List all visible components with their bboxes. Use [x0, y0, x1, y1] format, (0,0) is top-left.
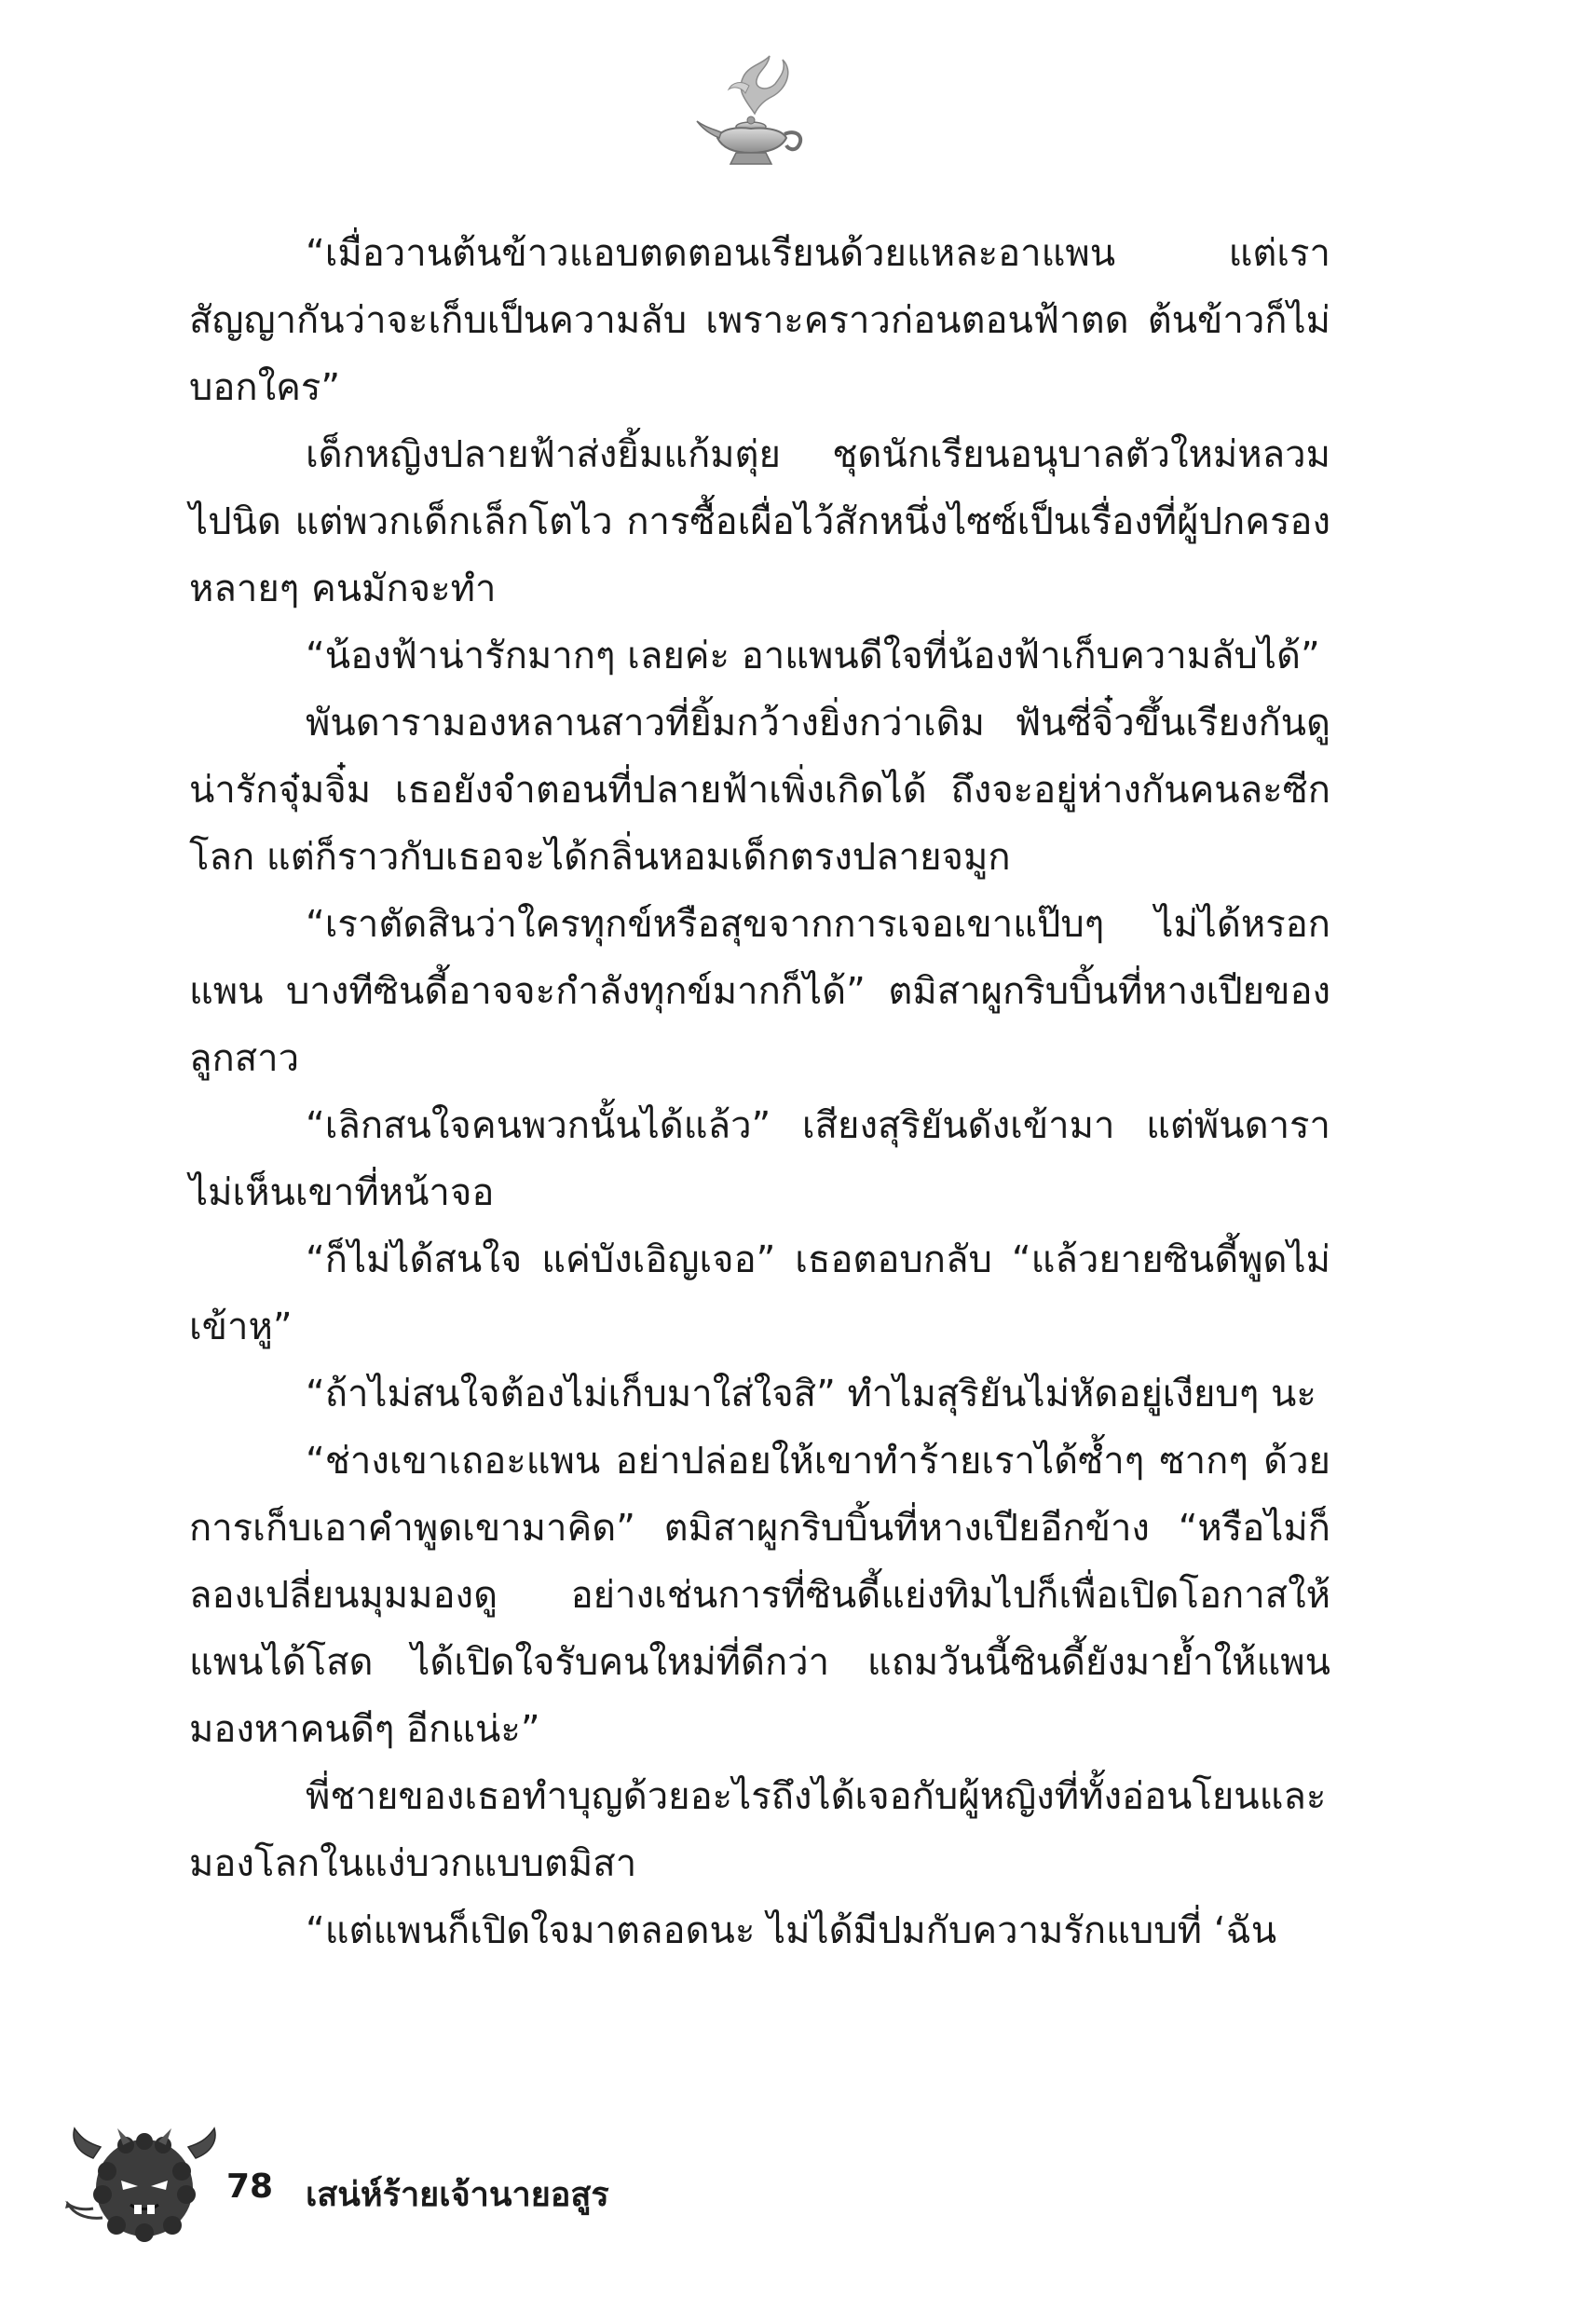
paragraph: พี่ชายของเธอทำบุญด้วยอะไรถึงได้เจอกับผู้หญิงที่ทั้งอ่อนโยนและมองโลกในแง่บวกแบบตมิสา — [189, 1775, 1327, 1885]
paragraph: “แต่แพนก็เปิดใจมาตลอดนะ ไม่ได้มีปมกับความรักแบบที่ ‘ฉัน — [306, 1909, 1277, 1952]
genie-lamp-icon — [689, 48, 820, 179]
paragraph: “น้องฟ้าน่ารักมากๆ เลยค่ะ อาแพนดีใจที่น้องฟ้าเก็บความลับได้” — [306, 635, 1320, 677]
paragraph: เด็กหญิงปลายฟ้าส่งยิ้มแก้มตุ่ย ชุดนักเรียนอนุบาลตัวใหม่หลวมไปนิด แต่พวกเด็กเล็กโตไว การซื้อเผื่อไว้สักหนึ่งไซซ์เป็นเรื่องที่ผู้ปกครองหลายๆ คนมักจะทำ — [189, 433, 1330, 610]
paragraph: “ช่างเขาเถอะแพน อย่าปล่อยให้เขาทำร้ายเราได้ซ้ำๆ ซากๆ ด้วยการเก็บเอาคำพูดเขามาคิด” ตมิสาผูกริบบิ้นที่หางเปียอีกข้าง “หรือไม่ก็ลองเปลี่ยนมุมมองดู อย่างเช่นการที่ซินดี้แย่งทิมไปก็เพื่อเปิดโอกาสให้แพนได้โสด ได้เปิดใจรับคนใหม่ที่ดีกว่า แถมวันนี้ซินดี้ยังมาย้ำให้แพนมองหาคนดีๆ อีกแน่ะ” — [189, 1440, 1330, 1751]
paragraph: “เราตัดสินว่าใครทุกข์หรือสุขจากการเจอเขาแป๊บๆ ไม่ได้หรอกแพน บางทีซินดี้อาจจะกำลังทุกข์มากก็ได้” ตมิสาผูกริบบิ้นที่หางเปียของลูกสาว — [189, 903, 1330, 1080]
body-text — [189, 220, 1330, 1964]
paragraph: “เมื่อวานต้นข้าวแอบตดตอนเรียนด้วยแหละอาแพน แต่เราสัญญากันว่าจะเก็บเป็นความลับ เพราะคราวก่อนตอนฟ้าตด ต้นข้าวก็ไม่บอกใคร” — [189, 232, 1330, 409]
paragraph: “ก็ไม่ได้สนใจ แค่บังเอิญเจอ” เธอตอบกลับ “แล้วยายซินดี้พูดไม่เข้าหู” — [189, 1238, 1330, 1348]
paragraph: “ถ้าไม่สนใจต้องไม่เก็บมาใส่ใจสิ” ทำไมสุริยันไม่หัดอยู่เงียบๆ นะ — [306, 1373, 1316, 1415]
page-footer — [65, 2115, 811, 2255]
page-number: 78 — [226, 2167, 274, 2206]
fuzzy-monster-mascot-icon — [65, 2115, 228, 2255]
paragraph: “เลิกสนใจคนพวกนั้นได้แล้ว” เสียงสุริยันดังเข้ามา แต่พันดาราไม่เห็นเขาที่หน้าจอ — [189, 1104, 1330, 1214]
book-title: เสน่ห์ร้ายเจ้านายอสูร — [306, 2176, 609, 2214]
paragraph: พันดารามองหลานสาวที่ยิ้มกว้างยิ่งกว่าเดิม ฟันซี่จิ๋วขึ้นเรียงกันดูน่ารักจุ๋มจิ๋ม เธอยังจำตอนที่ปลายฟ้าเพิ่งเกิดได้ ถึงจะอยู่ห่างกันคนละซีกโลก แต่ก็ราวกับเธอจะได้กลิ่นหอมเด็กตรงปลายจมูก — [189, 702, 1330, 879]
